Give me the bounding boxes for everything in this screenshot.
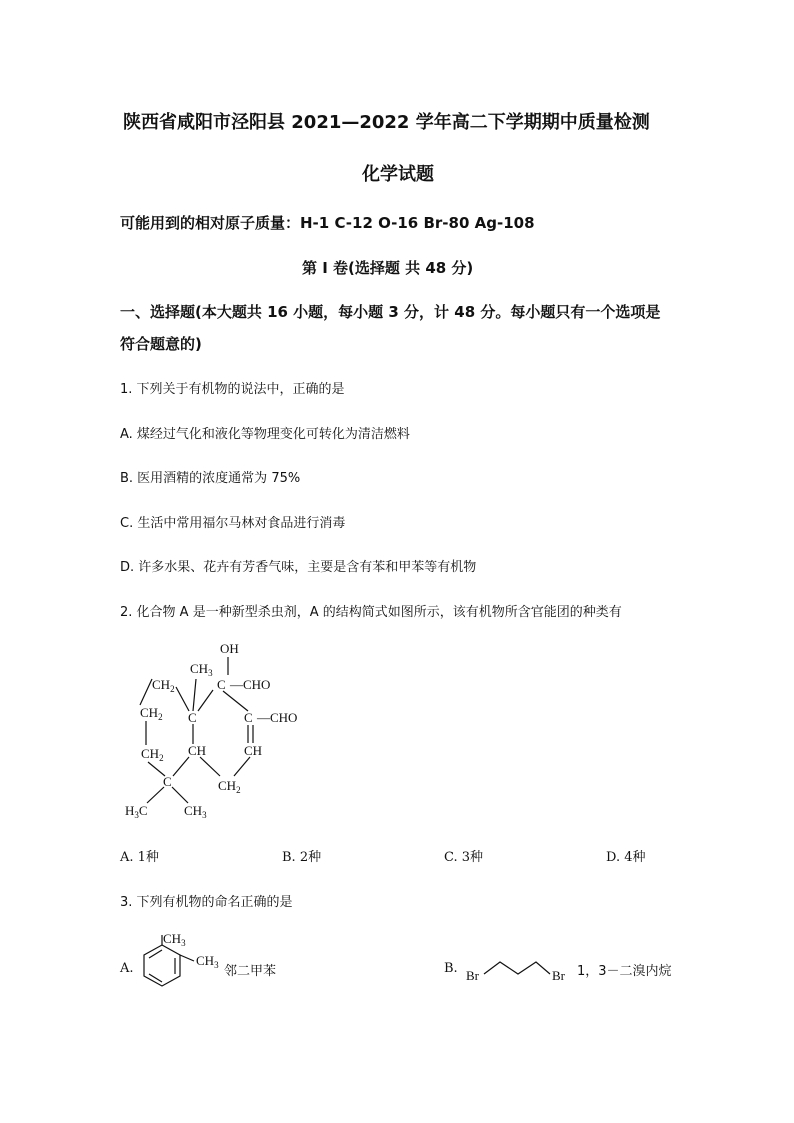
subject-title: 化学试题 [362,164,434,185]
question-2-stem: 2. 化合物 A 是一种新型杀虫剂，A 的结构简式如图所示，该有机物所含官能团的种类有 [120,605,622,620]
br-left-label: Br [466,968,479,983]
exam-title: 陕西省咸阳市泾阳县 2021—2022 学年高二下学期期中质量检测 [123,112,650,133]
ch2-c-label: $CH_2$ [141,746,164,763]
bond-11 [200,757,220,776]
question-1-option-b: B. 医用酒精的浓度通常为 75% [120,471,301,486]
bond-6 [198,690,213,711]
bond-5 [193,679,196,711]
c-right-label: C [244,710,253,725]
bond-10 [173,757,189,776]
cho2-label: —CHO [257,710,298,725]
c-mid-label: C [188,710,197,725]
bond-13 [147,787,164,803]
ch3-top-label: $CH_3$ [190,661,213,678]
methyl-side-label: $CH_3$ [196,953,219,970]
ch2-a-label: $CH_2$ [152,677,175,694]
question-3-option-a-name: 邻二甲苯 [224,964,277,979]
ch2-d-label: $CH_2$ [218,778,241,795]
ch3-bottom-label: $CH_3$ [184,803,207,820]
cho1-label: —CHO [230,677,271,692]
section-instructions-2: 符合题意的) [120,335,202,353]
ch2-b-label: $CH_2$ [140,705,163,722]
bond-1 [140,679,152,705]
c-bottom-label: C [163,774,172,789]
bond-3 [148,762,165,776]
question-2-option-d: D. 4种 [606,850,646,865]
question-3-option-a-label: A. [120,961,134,976]
question-1-option-a: A. 煤经过气化和液化等物理变化可转化为清洁燃料 [120,427,410,442]
question-3-stem: 3. 下列有机物的命名正确的是 [120,895,293,910]
bond-14 [172,787,188,803]
methyl-top-label: $CH_3$ [163,931,186,948]
ch-label: CH [188,743,207,758]
section-instructions-1: 一、选择题(本大题共 16 小题，每小题 3 分，计 48 分。每小题只有一个选项是 [120,303,661,321]
question-2-option-c: C. 3种 [444,850,484,865]
bond-7 [223,691,248,711]
ring-double-3 [149,974,162,982]
methyl-bond-2 [180,955,194,961]
question-1-option-c: C. 生活中常用福尔马林对食品进行消毒 [120,516,346,531]
question-3-option-b-name: 1，3－二溴内烷 [577,964,672,979]
dibromopropane-structure [462,948,582,988]
propane-chain [484,962,550,974]
bond-4 [176,687,189,711]
oh-label: OH [220,641,239,656]
ch-right-label: CH [244,743,263,758]
question-1-option-d: D. 许多水果、花卉有芳香气味，主要是含有苯和甲苯等有机物 [120,560,477,575]
br-right-label: Br [552,968,565,983]
compound-a-structure [110,635,330,825]
question-1-stem: 1. 下列关于有机物的说法中，正确的是 [120,382,345,397]
bond-12 [234,757,250,776]
c-top-label: C [217,677,226,692]
h3c-label: $H_3C$ [125,803,148,820]
question-2-option-b: B. 2种 [282,850,322,865]
question-3-option-b-label: B. [444,961,458,976]
question-2-option-a: A. 1种 [120,850,159,865]
section-title: 第 I 卷(选择题 共 48 分) [302,259,474,277]
atomic-masses: 可能用到的相对原子质量：H-1 C-12 O-16 Br-80 Ag-108 [120,214,535,232]
